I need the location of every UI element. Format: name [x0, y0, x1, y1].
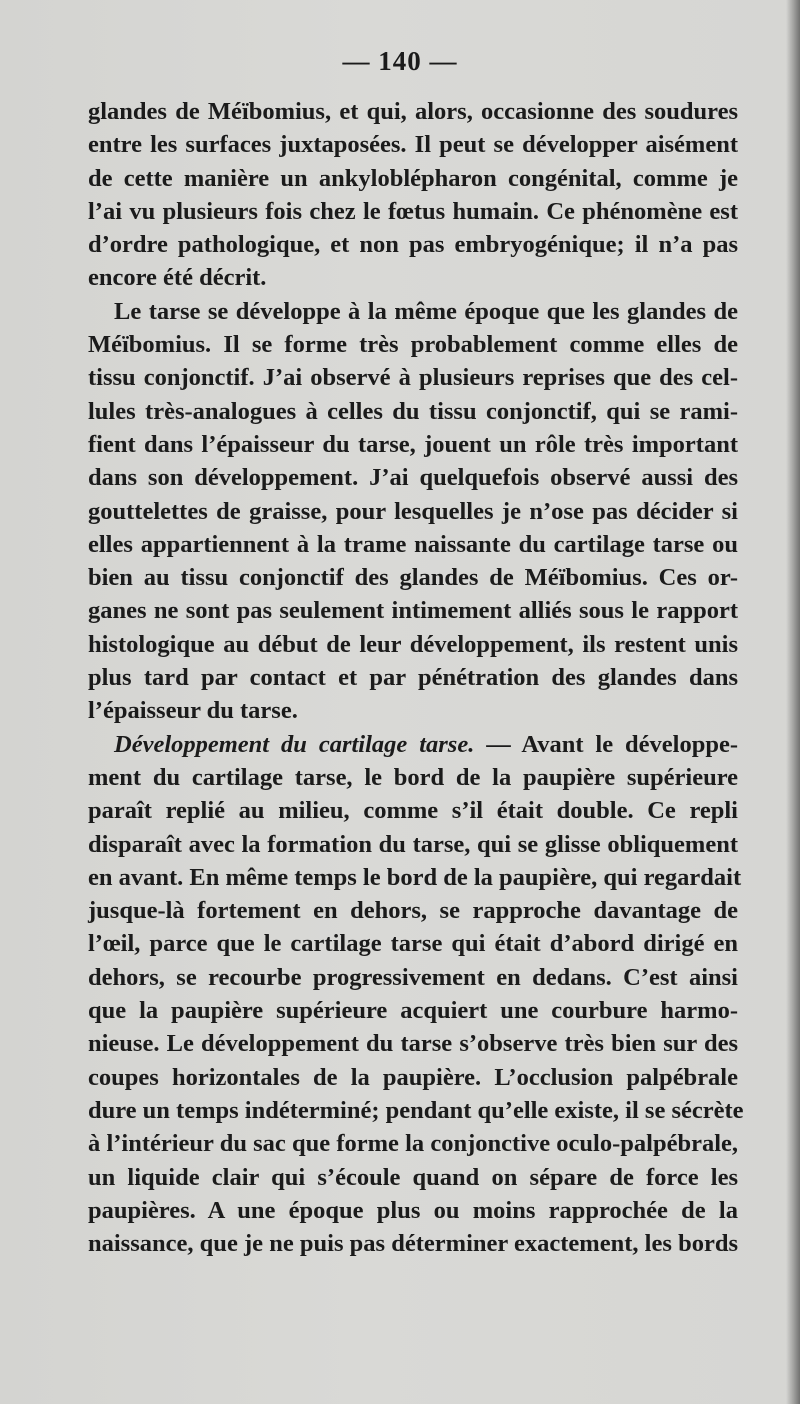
text-line: en avant. En même temps le bord de la paupière, qui regardait	[88, 863, 742, 891]
text-line: à l’intérieur du sac que forme la conjonctive oculo-palpébrale,	[88, 1130, 738, 1158]
text-line: Méïbomius. Il se forme très probablement comme elles de	[88, 331, 738, 359]
text-line: dehors, se recourbe progressivement en dedans. C’est ainsi	[88, 963, 738, 991]
text-line: tissu conjonctif. J’ai observé à plusieurs reprises que des cel-	[88, 364, 738, 392]
text-line: d’ordre pathologique, et non pas embryogénique; il n’a pas	[88, 231, 738, 259]
body-text	[88, 95, 744, 1260]
text-line: bien au tissu conjonctif des glandes de Méïbomius. Ces or-	[88, 564, 738, 592]
text-line: Le tarse se développe à la même époque que les glandes de	[114, 297, 738, 325]
text-line: glandes de Méïbomius, et qui, alors, occasionne des soudures	[88, 98, 738, 125]
text-line: paupières. A une époque plus ou moins rapprochée de la	[88, 1196, 738, 1224]
section-heading-continuation: — Avant le développe-	[474, 730, 738, 758]
text-line: ganes ne sont pas seulement intimement alliés sous le rapport	[88, 597, 738, 625]
text-line: ment du cartilage tarse, le bord de la paupière supérieure	[88, 763, 738, 791]
text-line: histologique au début de leur développement, ils restent unis	[88, 630, 738, 658]
text-line: gouttelettes de graisse, pour lesquelles je n’ose pas décider si	[88, 497, 738, 525]
text-line: jusque-là fortement en dehors, se rapproche davantage de	[88, 897, 738, 925]
text-line: l’épaisseur du tarse.	[88, 697, 298, 725]
page-edge-shadow	[786, 0, 800, 1404]
text-line: encore été décrit.	[88, 264, 267, 292]
text-line: lules très-analogues à celles du tissu conjonctif, qui se rami-	[88, 397, 738, 425]
text-line: naissance, que je ne puis pas déterminer exactement, les bords	[88, 1230, 738, 1258]
text-line: coupes horizontales de la paupière. L’occlusion palpébrale	[88, 1063, 738, 1091]
text-line: plus tard par contact et par pénétration des glandes dans	[88, 664, 738, 692]
text-line: l’œil, parce que le cartilage tarse qui était d’abord dirigé en	[88, 930, 738, 958]
text-line: de cette manière un ankyloblépharon congénital, comme je	[88, 164, 738, 192]
page-number-header: — 140 —	[342, 46, 458, 76]
text-line: paraît replié au milieu, comme s’il était double. Ce repli	[88, 797, 738, 825]
text-line: nieuse. Le développement du tarse s’observe très bien sur des	[88, 1030, 738, 1058]
section-heading: Développement du cartilage tarse.	[114, 730, 475, 758]
text-line: elles appartiennent à la trame naissante du cartilage tarse ou	[88, 530, 738, 558]
text-line: disparaît avec la formation du tarse, qui se glisse obliquement	[88, 830, 738, 858]
text-line: dans son développement. J’ai quelquefois observé aussi des	[88, 464, 738, 492]
text-line: dure un temps indéterminé; pendant qu’elle existe, il se sécrète	[88, 1096, 744, 1124]
text-line: que la paupière supérieure acquiert une courbure harmo-	[88, 997, 738, 1025]
text-line: entre les surfaces juxtaposées. Il peut se développer aisément	[88, 131, 738, 159]
text-line: un liquide clair qui s’écoule quand on sépare de force les	[88, 1163, 738, 1191]
text-line: fient dans l’épaisseur du tarse, jouent un rôle très important	[88, 430, 738, 458]
text-line: l’ai vu plusieurs fois chez le fœtus humain. Ce phénomène est	[88, 197, 738, 225]
section-heading-line	[88, 728, 738, 761]
